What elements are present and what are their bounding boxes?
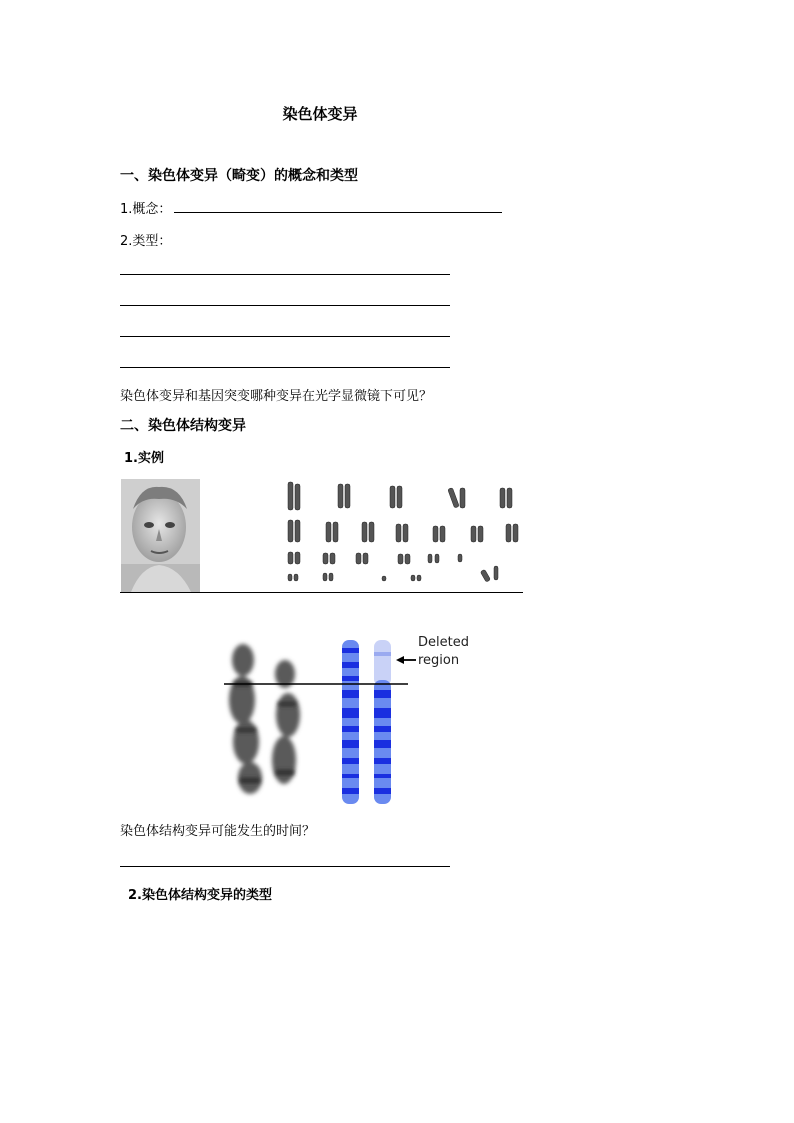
example-separator-line (120, 592, 523, 593)
timing-question: 染色体结构变异可能发生的时间？ (120, 824, 316, 839)
concept-label: 1.概念： (120, 202, 172, 217)
types-answer-line-1[interactable] (120, 274, 450, 275)
child-photo (121, 479, 200, 592)
timing-answer-line[interactable] (120, 866, 450, 867)
example-label: 1.实例 (124, 451, 164, 466)
page-title: 染色体变异 (282, 105, 358, 123)
structure-types-heading: 2.染色体结构变异的类型 (128, 888, 272, 903)
types-answer-line-3[interactable] (120, 336, 450, 337)
types-answer-line-2[interactable] (120, 305, 450, 306)
deleted-label-line2: region (418, 653, 460, 668)
types-label: 2.类型： (120, 234, 172, 249)
deletion-diagram (220, 630, 480, 810)
karyotype-image (278, 480, 528, 590)
visibility-question: 染色体变异和基因突变哪种变异在光学显微镜下可见？ (120, 389, 433, 404)
deleted-label-line1: Deleted (418, 635, 469, 650)
section-2-heading: 二、染色体结构变异 (120, 418, 246, 434)
section-1-heading: 一、染色体变异（畸变）的概念和类型 (120, 168, 358, 184)
types-answer-line-4[interactable] (120, 367, 450, 368)
concept-answer-line[interactable] (174, 212, 502, 213)
